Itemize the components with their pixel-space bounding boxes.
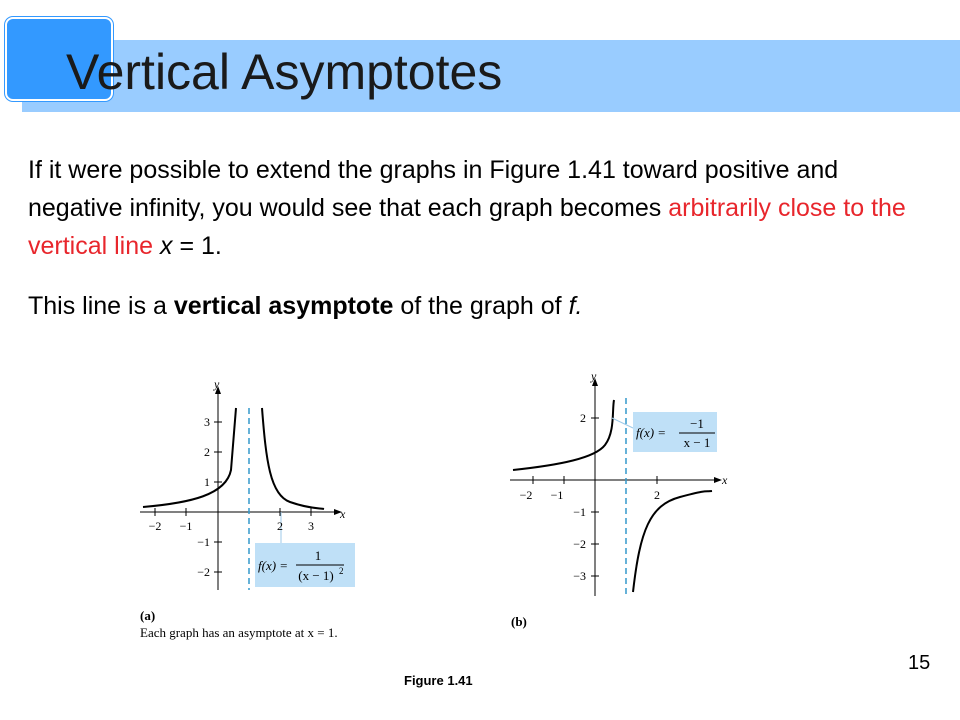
curve-a-right <box>262 408 324 509</box>
curve-a-left <box>143 408 236 507</box>
svg-text:y: y <box>591 369 597 383</box>
graph-a-label: (a) <box>140 608 156 623</box>
svg-text:x − 1: x − 1 <box>683 435 711 450</box>
svg-text:2: 2 <box>580 411 586 425</box>
svg-text:2: 2 <box>277 519 283 533</box>
svg-text:−2: −2 <box>197 565 210 579</box>
graph-b <box>500 364 740 604</box>
curve-b-left <box>513 400 614 470</box>
svg-text:x: x <box>722 473 728 487</box>
svg-text:−2: −2 <box>148 519 162 533</box>
svg-text:f(x) =: f(x) = <box>636 425 667 440</box>
paragraph-asymptote-intro: If it were possible to extend the graphs in Figure 1.41 toward positive and negative infinity, you would see that each graph becomes arbitrarily close to the vertical line x = 1. <box>28 156 906 260</box>
svg-text:y: y <box>214 377 220 391</box>
figure-caption: Figure 1.41 <box>404 673 473 688</box>
term-vertical-asymptote: vertical asymptote <box>173 292 394 320</box>
svg-text:−1: −1 <box>179 519 193 533</box>
svg-text:1: 1 <box>314 548 322 563</box>
highlight-text: arbitrarily close to the vertical line <box>28 194 906 260</box>
svg-text:−2: −2 <box>573 537 586 551</box>
svg-text:3: 3 <box>204 415 210 429</box>
paragraph-definition: This line is a vertical asymptote of the graph of f. <box>28 292 583 320</box>
page-number: 15 <box>908 652 931 674</box>
svg-text:−1: −1 <box>573 505 586 519</box>
svg-text:2: 2 <box>204 445 210 459</box>
svg-text:1: 1 <box>204 475 210 489</box>
svg-text:2: 2 <box>654 488 660 502</box>
slide-title: Vertical Asymptotes <box>66 44 503 100</box>
graph-a-caption: Each graph has an asymptote at x = 1. <box>140 625 338 640</box>
svg-text:2: 2 <box>339 566 344 576</box>
svg-text:−1: −1 <box>550 488 564 502</box>
curve-b-right <box>633 491 712 592</box>
x-axis-arrow <box>714 477 722 483</box>
svg-text:−3: −3 <box>573 569 586 583</box>
svg-text:f(x) =: f(x) = <box>258 558 289 573</box>
svg-text:−1: −1 <box>690 416 704 431</box>
svg-text:(x − 1): (x − 1) <box>298 568 334 583</box>
graph-b-label: (b) <box>511 614 527 629</box>
svg-text:−2: −2 <box>519 488 533 502</box>
svg-text:−1: −1 <box>197 535 210 549</box>
svg-text:3: 3 <box>308 519 314 533</box>
graph-a <box>130 372 370 612</box>
svg-text:x: x <box>340 507 346 521</box>
